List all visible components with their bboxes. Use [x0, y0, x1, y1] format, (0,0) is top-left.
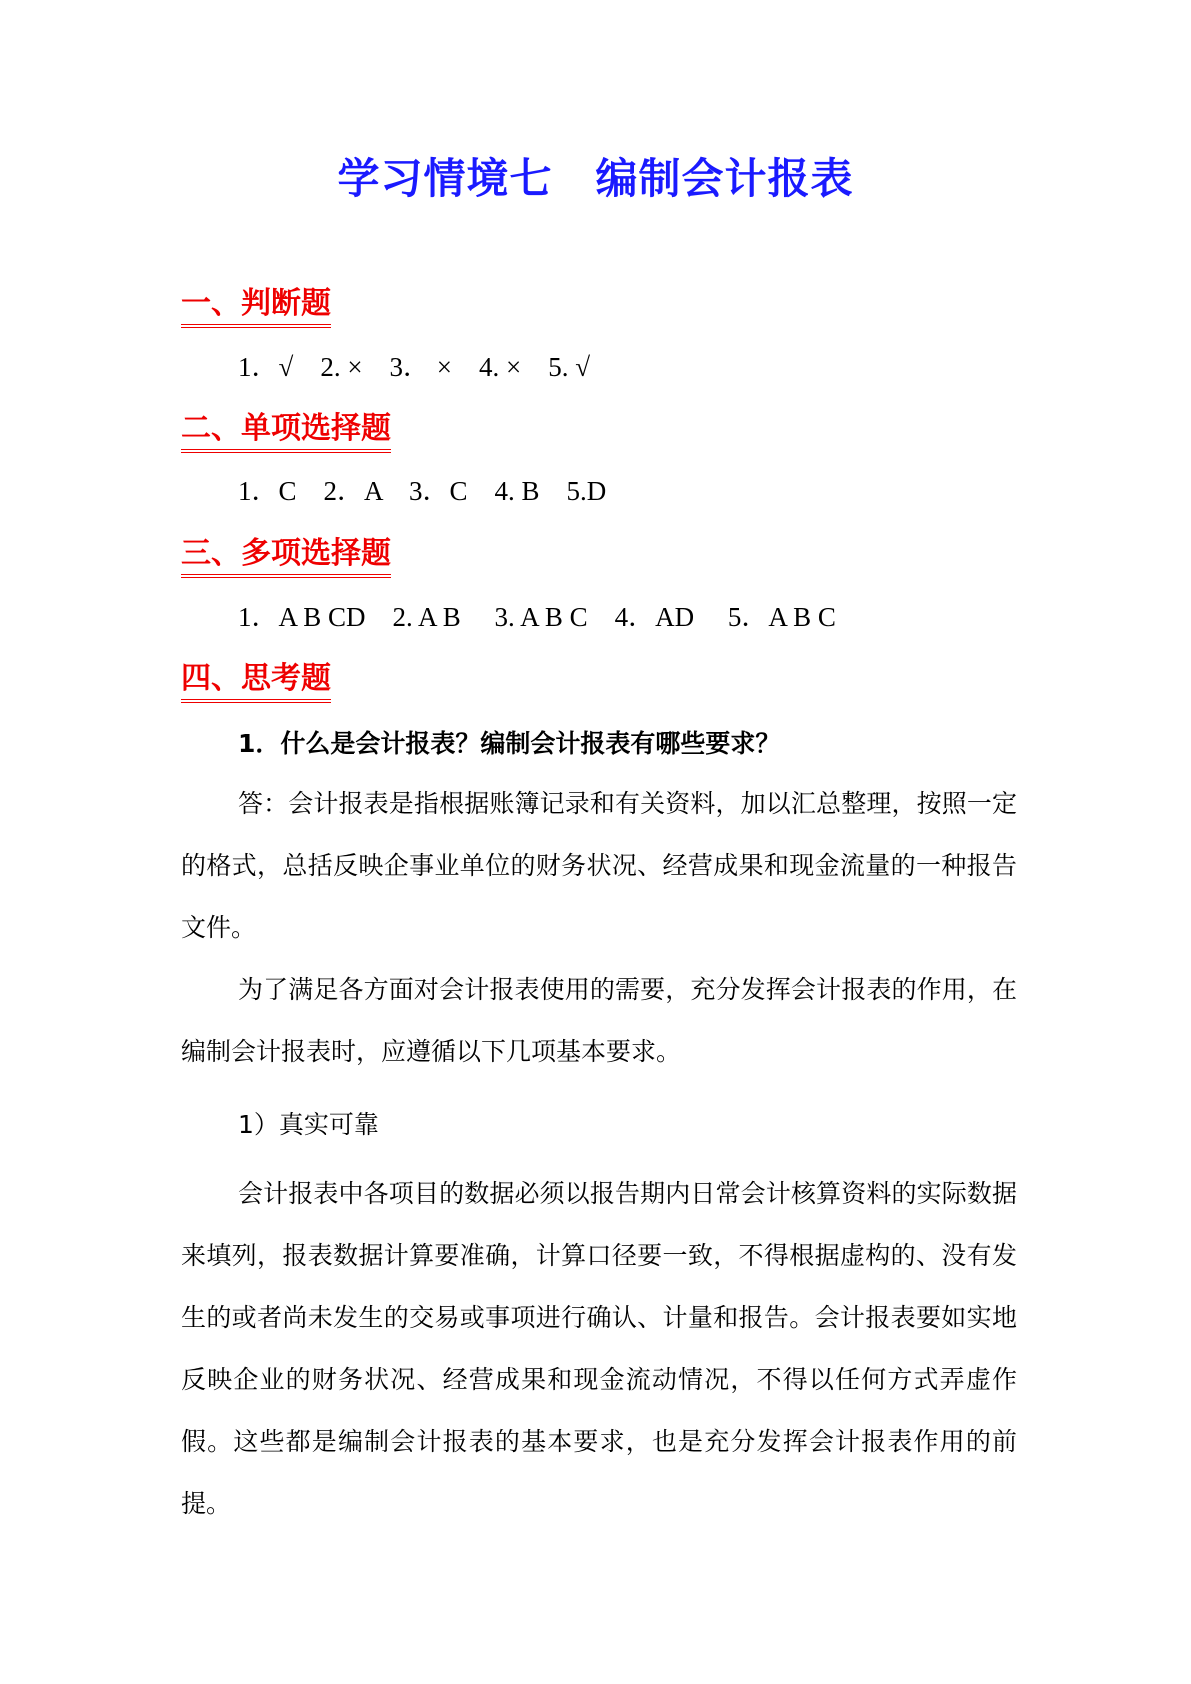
answers-multiple-choice: 1．A B CD 2. A B 3. A B C 4．AD 5．A B C	[238, 602, 836, 632]
section-heading-multiple-choice: 三、多项选择题	[181, 535, 391, 578]
answers-single-choice: 1．C 2．A 3．C 4. B 5.D	[238, 476, 607, 506]
section-heading-thinking: 四、思考题	[181, 660, 331, 703]
requirements-paragraph: 为了满足各方面对会计报表使用的需要，充分发挥会计报表的作用，在编制会计报表时，应遵循以下几项基本要求。	[181, 975, 1017, 1066]
requirement-paragraph: 会计报表中各项目的数据必须以报告期内日常会计核算资料的实际数据来填列，报表数据计算要准确，计算口径要一致，不得根据虚构的、没有发生的或者尚未发生的交易或事项进行确认、计量和报告。会计报表要如实地反映企业的财务状况、经营成果和现金流动情况，不得以任何方式弄虚作假。这些都是编制会计报表的基本要求，也是充分发挥会计报表作用的前提。	[181, 1179, 1017, 1518]
section-heading-judgment: 一、判断题	[181, 285, 331, 328]
document-title: 学习情境七 编制会计报表	[337, 154, 854, 203]
thinking-question: 1．什么是会计报表？编制会计报表有哪些要求？	[238, 729, 781, 758]
requirement-subheading: 1）真实可靠	[238, 1110, 379, 1139]
answers-judgment: 1．√ 2. × 3． × 4. × 5. √	[238, 352, 591, 382]
section-heading-single-choice: 二、单项选择题	[181, 410, 391, 453]
answer-paragraph: 答：会计报表是指根据账簿记录和有关资料，加以汇总整理，按照一定的格式，总括反映企事业单位的财务状况、经营成果和现金流量的一种报告文件。	[181, 789, 1017, 942]
